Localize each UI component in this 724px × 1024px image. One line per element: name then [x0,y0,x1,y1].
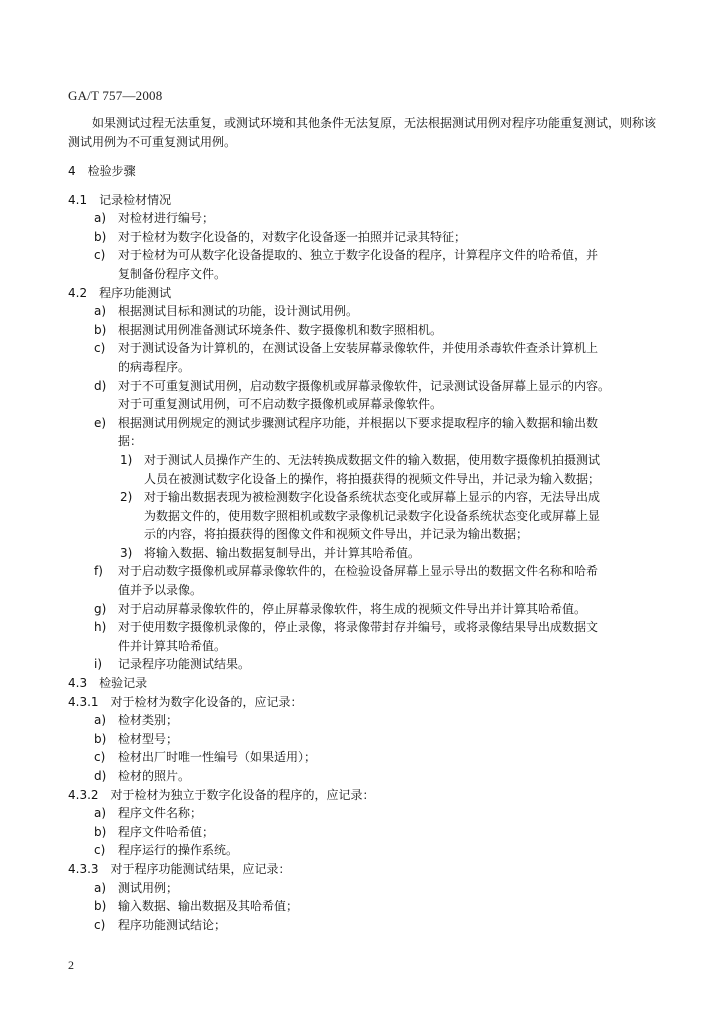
list-item [68,302,658,321]
section-heading [68,786,658,805]
item-marker: a) [94,713,107,728]
list-item [68,655,658,674]
section-title: 对于检材为独立于数字化设备的程序的，应记录： [110,787,375,802]
item-marker: d) [94,378,107,393]
section-heading [68,693,658,712]
item-marker: a) [94,211,107,226]
item-text: 对于测试设备为计算机的，在测试设备上安装屏幕录像软件，并使用杀毒软件查杀计算机上 [118,341,599,356]
item-marker: b) [94,229,107,244]
list-item [68,730,658,749]
page-number: 2 [68,958,74,972]
section-title: 对于程序功能测试结果，应记录： [110,861,291,876]
item-marker: f) [94,564,103,579]
list-item [68,804,658,823]
list-item [68,823,658,842]
item-text: 对于检材为可从数字化设备提取的、独立于数字化设备的程序，计算程序文件的哈希值，并 [118,248,599,263]
list-item [68,711,658,730]
item-continuation: 的病毒程序。 [118,359,191,374]
item-text: 程序文件名称； [118,806,203,821]
item-text: 根据测试用例准备测试环境条件、数字摄像机和数字照相机。 [118,322,443,337]
list-item [68,600,658,619]
item-text: 对于使用数字摄像机录像的，停止录像，将录像带封存并编号，或将录像结果导出成数据文 [118,620,599,635]
list-item [68,246,658,265]
list-item [68,879,658,898]
item-marker: b) [94,322,107,337]
section-title: 对于检材为数字化设备的，应记录： [110,694,303,709]
item-marker: c) [94,750,106,765]
list-item [68,767,658,786]
item-continuation: 对于可重复测试用例，可不启动数字摄像机或屏幕录像软件。 [118,397,443,412]
section-heading [68,191,658,210]
item-marker: c) [94,248,106,263]
item-marker: c) [94,341,106,356]
section-number: 4.3.2 [68,787,99,802]
list-item [68,414,658,433]
list-item [68,488,658,507]
item-text: 将输入数据、输出数据复制导出，并计算其哈希值。 [144,545,421,560]
document-body [68,114,658,934]
section-heading [68,674,658,693]
item-text: 对于检材为数字化设备的，对数字化设备逐一拍照并记录其特征； [118,229,467,244]
item-text: 记录程序功能测试结果。 [118,657,251,672]
item-marker: a) [94,880,107,895]
item-marker: i) [94,657,103,672]
section-title: 检验记录 [99,676,148,691]
section-number: 4.3.1 [68,694,99,709]
section-4-2 [68,284,658,674]
item-continuation: 人员在被测试数字化设备上的操作，将拍摄获得的视频文件导出，并记录为输入数据； [144,471,601,486]
item-text: 对于不可重复测试用例，启动数字摄像机或屏幕录像软件，记录测试设备屏幕上显示的内容。 [118,378,611,393]
item-text: 检材型号； [118,731,179,746]
item-marker: c) [94,917,106,932]
section-number: 4.3.3 [68,861,99,876]
item-continuation: 示的内容，将拍摄获得的图像文件和视频文件导出，并记录为输出数据； [144,527,529,542]
section-title: 检验步骤 [87,164,136,178]
item-text: 检材的照片。 [118,769,191,783]
item-continuation: 复制备份程序文件。 [118,266,227,281]
item-marker: a) [94,304,107,319]
section-4-3 [68,674,658,934]
section-4-1 [68,191,658,284]
section-title: 程序功能测试 [99,285,172,300]
item-marker: b) [94,899,107,914]
list-item [68,748,658,767]
standard-header: GA/T 757—2008 [68,88,163,103]
section-4-heading [68,162,658,181]
item-marker: h) [94,620,107,635]
section-heading [68,860,658,879]
item-text: 对于测试人员操作产生的、无法转换成数据文件的输入数据，使用数字摄像机拍摄测试 [144,452,601,467]
list-item [68,618,658,637]
item-continuation: 为数据文件的，使用数字照相机或数字录像机记录数字化设备系统状态变化或屏幕上显 [144,508,601,523]
list-item [68,841,658,860]
item-text: 程序文件哈希值； [118,824,215,839]
item-text: 根据测试用例规定的测试步骤测试程序功能，并根据以下要求提取程序的输入数据和输出数 [118,415,599,430]
item-text: 输入数据、输出数据及其哈希值； [118,899,299,914]
section-number: 4 [68,164,76,178]
item-marker: e) [94,415,107,430]
section-heading [68,284,658,303]
item-marker: d) [94,769,107,783]
item-text: 检材类别； [118,713,179,728]
list-item [68,228,658,247]
list-item [68,544,658,563]
item-text: 对于启动数字摄像机或屏幕录像软件的，在检验设备屏幕上显示导出的数据文件名称和哈希 [118,564,599,579]
item-marker: 2) [120,490,133,505]
item-continuation: 据： [118,434,143,449]
section-title: 记录检材情况 [99,192,172,207]
list-item [68,339,658,358]
item-marker: b) [94,824,107,839]
section-number: 4.1 [68,192,88,207]
list-item [68,377,658,396]
item-marker: c) [94,843,106,858]
item-marker: 1) [120,452,133,467]
item-text: 测试用例； [118,880,179,895]
list-item [68,897,658,916]
item-marker: a) [94,806,107,821]
list-item [68,209,658,228]
item-text: 程序功能测试结论； [118,917,227,932]
item-marker: g) [94,601,107,616]
item-continuation: 值并予以录像。 [118,583,203,598]
item-text: 检材出厂时唯一性编号（如果适用）； [118,750,317,765]
item-text: 程序运行的操作系统。 [118,843,239,858]
item-text: 根据测试目标和测试的功能，设计测试用例。 [118,304,359,319]
item-text: 对于输出数据表现为被检测数字化设备系统状态变化或屏幕上显示的内容，无法导出成 [144,490,601,505]
item-continuation: 件并计算其哈希值。 [118,638,227,653]
list-item [68,562,658,581]
list-item [68,451,658,470]
item-text: 对检材进行编号； [118,211,215,226]
section-number: 4.3 [68,676,88,691]
list-item [68,916,658,935]
intro-paragraph: 如果测试过程无法重复，或测试环境和其他条件无法复原，无法根据测试用例对程序功能重复测试，则称该测试用例为不可重复测试用例。 [68,116,657,149]
list-item [68,321,658,340]
item-marker: b) [94,731,107,746]
item-text: 对于启动屏幕录像软件的，停止屏幕录像软件，将生成的视频文件导出并计算其哈希值。 [118,601,587,616]
item-marker: 3) [120,545,133,560]
section-number: 4.2 [68,285,88,300]
